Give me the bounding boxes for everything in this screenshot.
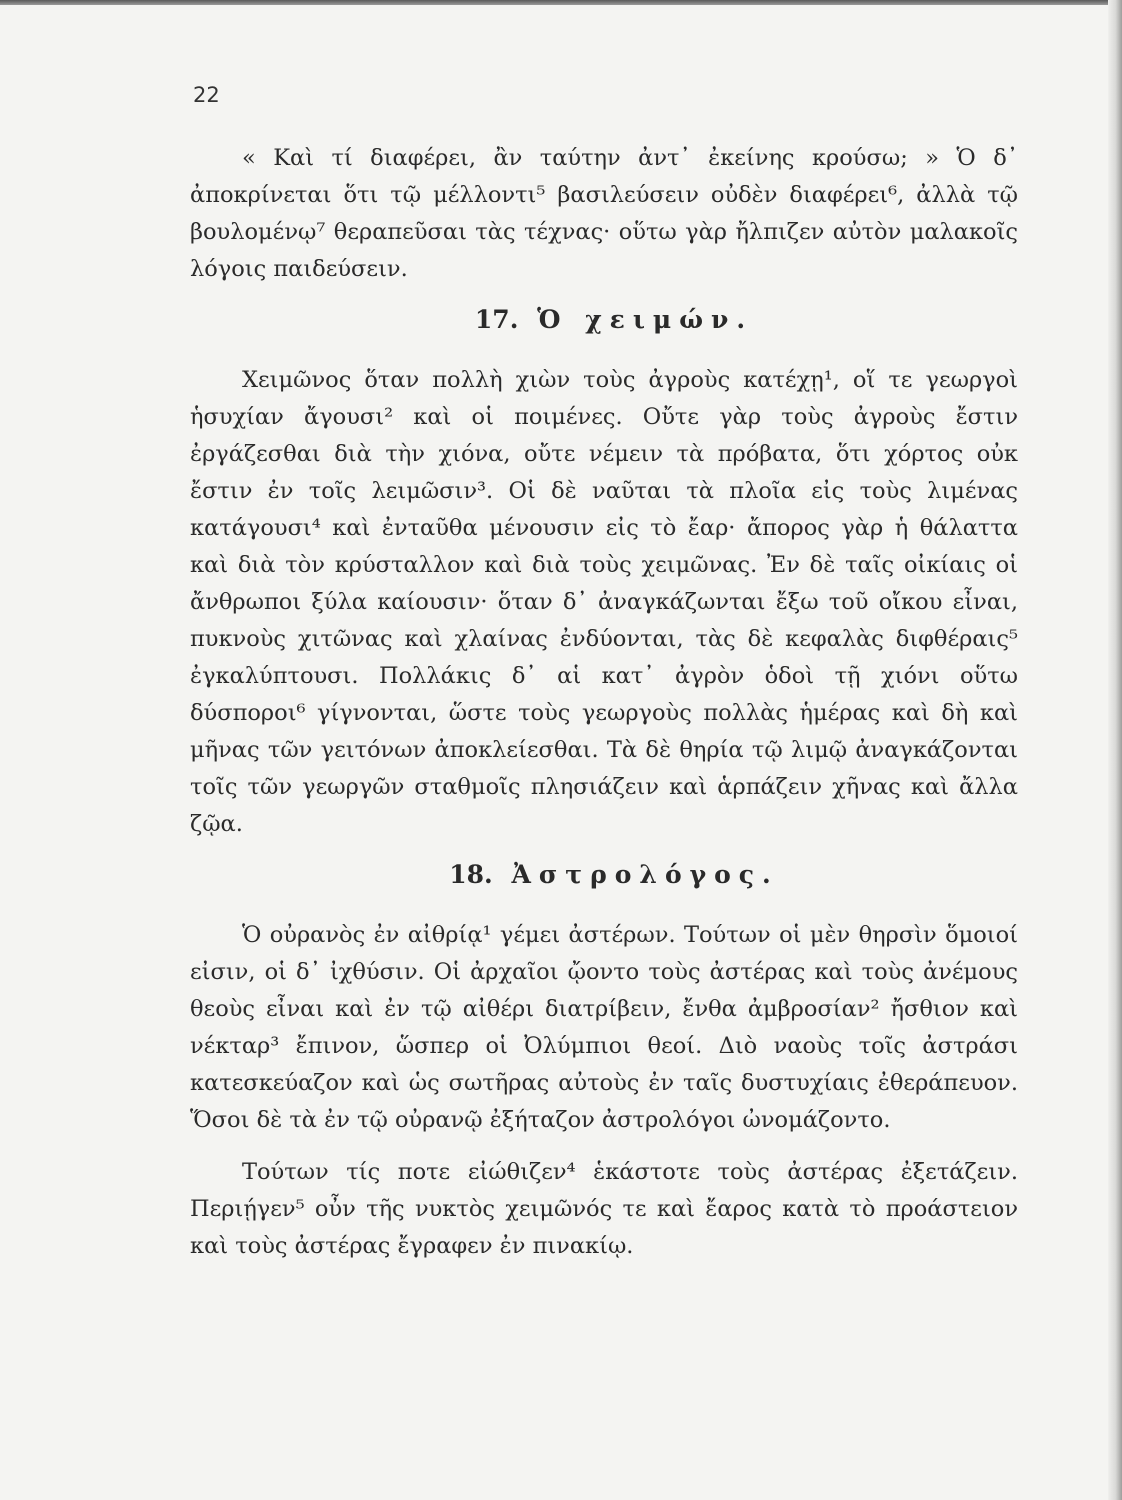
section-17-paragraph: Χειμῶνος ὅταν πολλὴ χιὼν τοὺς ἀγροὺς κατέχῃ¹, οἵ τε γεωργοὶ ἡσυχίαν ἄγουσι² καὶ οἱ ποιμένες. Οὔτε γὰρ τοὺς ἀγροὺς ἔστιν ἐργάζεσθαι διὰ τὴν χιόνα, οὔτε νέμειν τὰ πρόβατα, ὅτι χόρτος οὐκ ἔστιν ἐν τοῖς λειμῶσιν³. Οἱ δὲ ναῦται τὰ πλοῖα εἰς τοὺς λιμένας κατάγουσι⁴ καὶ ἐνταῦθα μένουσιν εἰς τὸ ἔαρ· ἄπορος γὰρ ἡ θάλαττα καὶ διὰ τὸν κρύσταλλον καὶ διὰ τοὺς χειμῶνας. Ἐν δὲ ταῖς οἰκίαις οἱ ἄνθρωποι ξύλα καίουσιν· ὅταν δ᾽ ἀναγκάζωνται ἔξω τοῦ οἴκου εἶναι, πυκνοὺς χιτῶνας καὶ χλαίνας ἐνδύονται, τὰς δὲ κεφαλὰς διφθέραις⁵ ἐγκαλύπτουσι. Πολλάκις δ᾽ αἱ κατ᾽ ἀγρὸν ὁδοὶ τῇ χιόνι οὕτω δύσποροι⁶ γίγνονται, ὥστε τοὺς γεωργοὺς πολλὰς ἡμέρας καὶ δὴ καὶ μῆνας τῶν γειτόνων ἀποκλείεσθαι. Τὰ δὲ θηρία τῷ λιμῷ ἀναγκάζονται τοῖς τῶν γεωργῶν σταθμοῖς πλησιάζειν καὶ ἁρπάζειν χῆνας καὶ ἄλλα ζῷα. [190, 367, 1018, 837]
section-18-heading [190, 858, 1018, 892]
section-18-number: 18. [449, 860, 493, 889]
intro-paragraph: « Καὶ τί διαφέρει, ἂν ταύτην ἀντ᾽ ἐκείνης κρούσω; » Ὁ δ᾽ ἀποκρίνεται ὅτι τῷ μέλλοντι⁵ βασιλεύσειν οὐδὲν διαφέρει⁶, ἀλλὰ τῷ βουλομένῳ⁷ θεραπεῦσαι τὰς τέχνας· οὕτω γὰρ ἤλπιζεν αὐτὸν μαλακοῖς λόγοις παιδεύσειν. [190, 145, 1018, 282]
section-18-paragraph-2: Τούτων τίς ποτε εἰώθιζεν⁴ ἑκάστοτε τοὺς ἀστέρας ἐξετάζειν. Περιῄγεν⁵ οὖν τῆς νυκτὸς χειμῶνός τε καὶ ἔαρος κατὰ τὸ προάστειον καὶ τοὺς ἀστέρας ἔγραφεν ἐν πινακίῳ. [190, 1159, 1018, 1259]
section-18-paragraph-1: Ὁ οὐρανὸς ἐν αἰθρίᾳ¹ γέμει ἀστέρων. Τούτων οἱ μὲν θηρσὶν ὅμοιοί εἰσιν, οἱ δ᾽ ἰχθύσιν. Οἱ ἀρχαῖοι ᾤοντο τοὺς ἀστέρας καὶ τοὺς ἀνέμους θεοὺς εἶναι καὶ ἐν τῷ αἰθέρι διατρίβειν, ἔνθα ἀμβροσίαν² ἤσθιον καὶ νέκταρ³ ἔπινον, ὥσπερ οἱ Ὀλύμπιοι θεοί. Διὸ ναοὺς τοῖς ἀστράσι κατεσκεύαζον καὶ ὡς σωτῆρας αὐτοὺς ἐν ταῖς δυστυχίαις ἐθεράπευον. Ὅσοι δὲ τὰ ἐν τῷ οὐρανῷ ἐξήταζον ἀστρολόγοι ὠνομάζοντο. [190, 922, 1018, 1133]
section-17-number: 17. [474, 305, 519, 334]
page-number: 22 [193, 83, 220, 107]
section-18-title: Ἀστρολόγος. [511, 860, 779, 889]
section-17-heading [190, 303, 1018, 337]
section-17-title: Ὁ χειμών. [537, 305, 754, 334]
page-top-edge [0, 0, 1122, 5]
page-right-edge [1108, 0, 1122, 1500]
page-content [190, 82, 1018, 1265]
